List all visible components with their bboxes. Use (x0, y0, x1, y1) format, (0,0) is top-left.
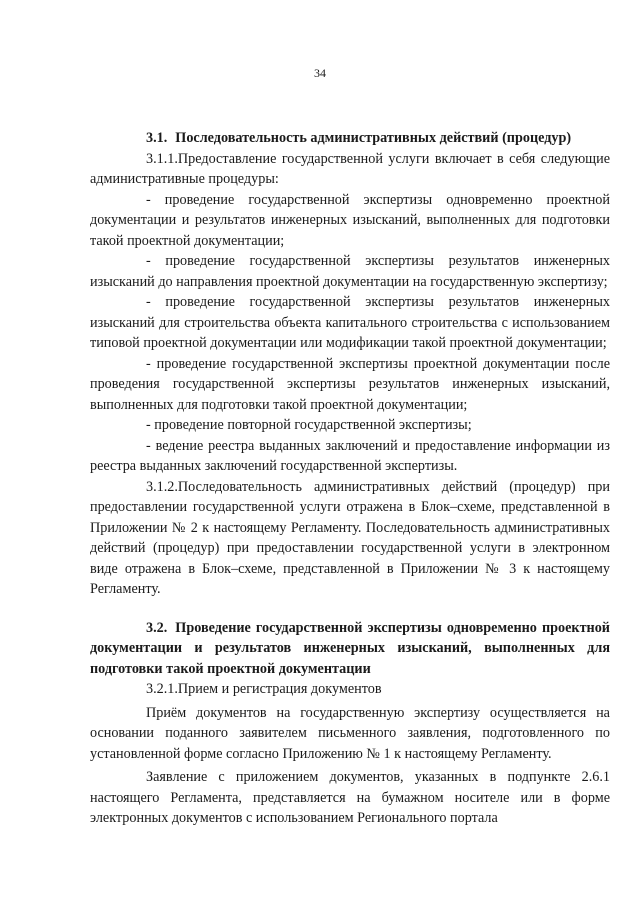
list-item: - проведение государственной экспертизы одновременно проектной документации и результатов инженерных изысканий, выполненных для подготовки такой проектной документации; (90, 191, 610, 249)
paragraph: 3.1.1.Предоставление государственной услуги включает в себя следующие административные процедуры: (90, 150, 610, 187)
paragraph: 3.1.2.Последовательность административных действий (процедур) при предоставлении государственной услуги отражена в Блок–схеме, представленной в Приложении № 2 к настоящему Регламенту. Последовательность административных действий (процедур) при предоставлении государственной услуги в электронном виде отражена в Блок–схеме, представленной в Приложении № 3 к настоящему Регламенту. (90, 478, 610, 597)
section-3-1-heading (90, 128, 610, 149)
section-title: Последовательность административных действий (процедур) (175, 130, 572, 146)
section-number: 3.1. (146, 130, 168, 146)
list-item: - проведение государственной экспертизы результатов инженерных изысканий для строительства объекта капитального строительства с использованием типовой проектной документации или модификации такой проектной документации; (90, 294, 610, 351)
document-body (90, 128, 610, 829)
section-title: Проведение государственной экспертизы одновременно проектной документации и результатов инженерных изысканий, выполненных для подготовки такой проектной документации (90, 619, 610, 677)
subsection-title: 3.2.1.Прием и регистрация документов (146, 681, 382, 697)
list-item: - проведение государственной экспертизы результатов инженерных изысканий до направления проектной документации на государственную экспертизу; (90, 253, 610, 290)
page-number: 34 (314, 66, 326, 80)
section-3-2-heading (90, 618, 610, 680)
section-number: 3.2. (146, 619, 168, 636)
list-item: - проведение повторной государственной экспертизы; (146, 417, 472, 433)
list-item: - ведение реестра выданных заключений и предоставление информации из реестра выданных заключений государственной экспертизы. (90, 437, 610, 474)
paragraph: Заявление с приложением документов, указанных в подпункте 2.6.1 настоящего Регламента, представляется на бумажном носителе или в форме электронных документов с использованием Регионального портала (90, 769, 610, 826)
paragraph: Приём документов на государственную экспертизу осуществляется на основании поданного заявителем письменного заявления, подготовленного по установленной форме согласно Приложению № 1 к настоящему Регламенту. (90, 704, 610, 762)
list-item: - проведение государственной экспертизы проектной документации после проведения государственной экспертизы результатов инженерных изысканий, выполненных для подготовки такой проектной документации; (90, 355, 610, 413)
